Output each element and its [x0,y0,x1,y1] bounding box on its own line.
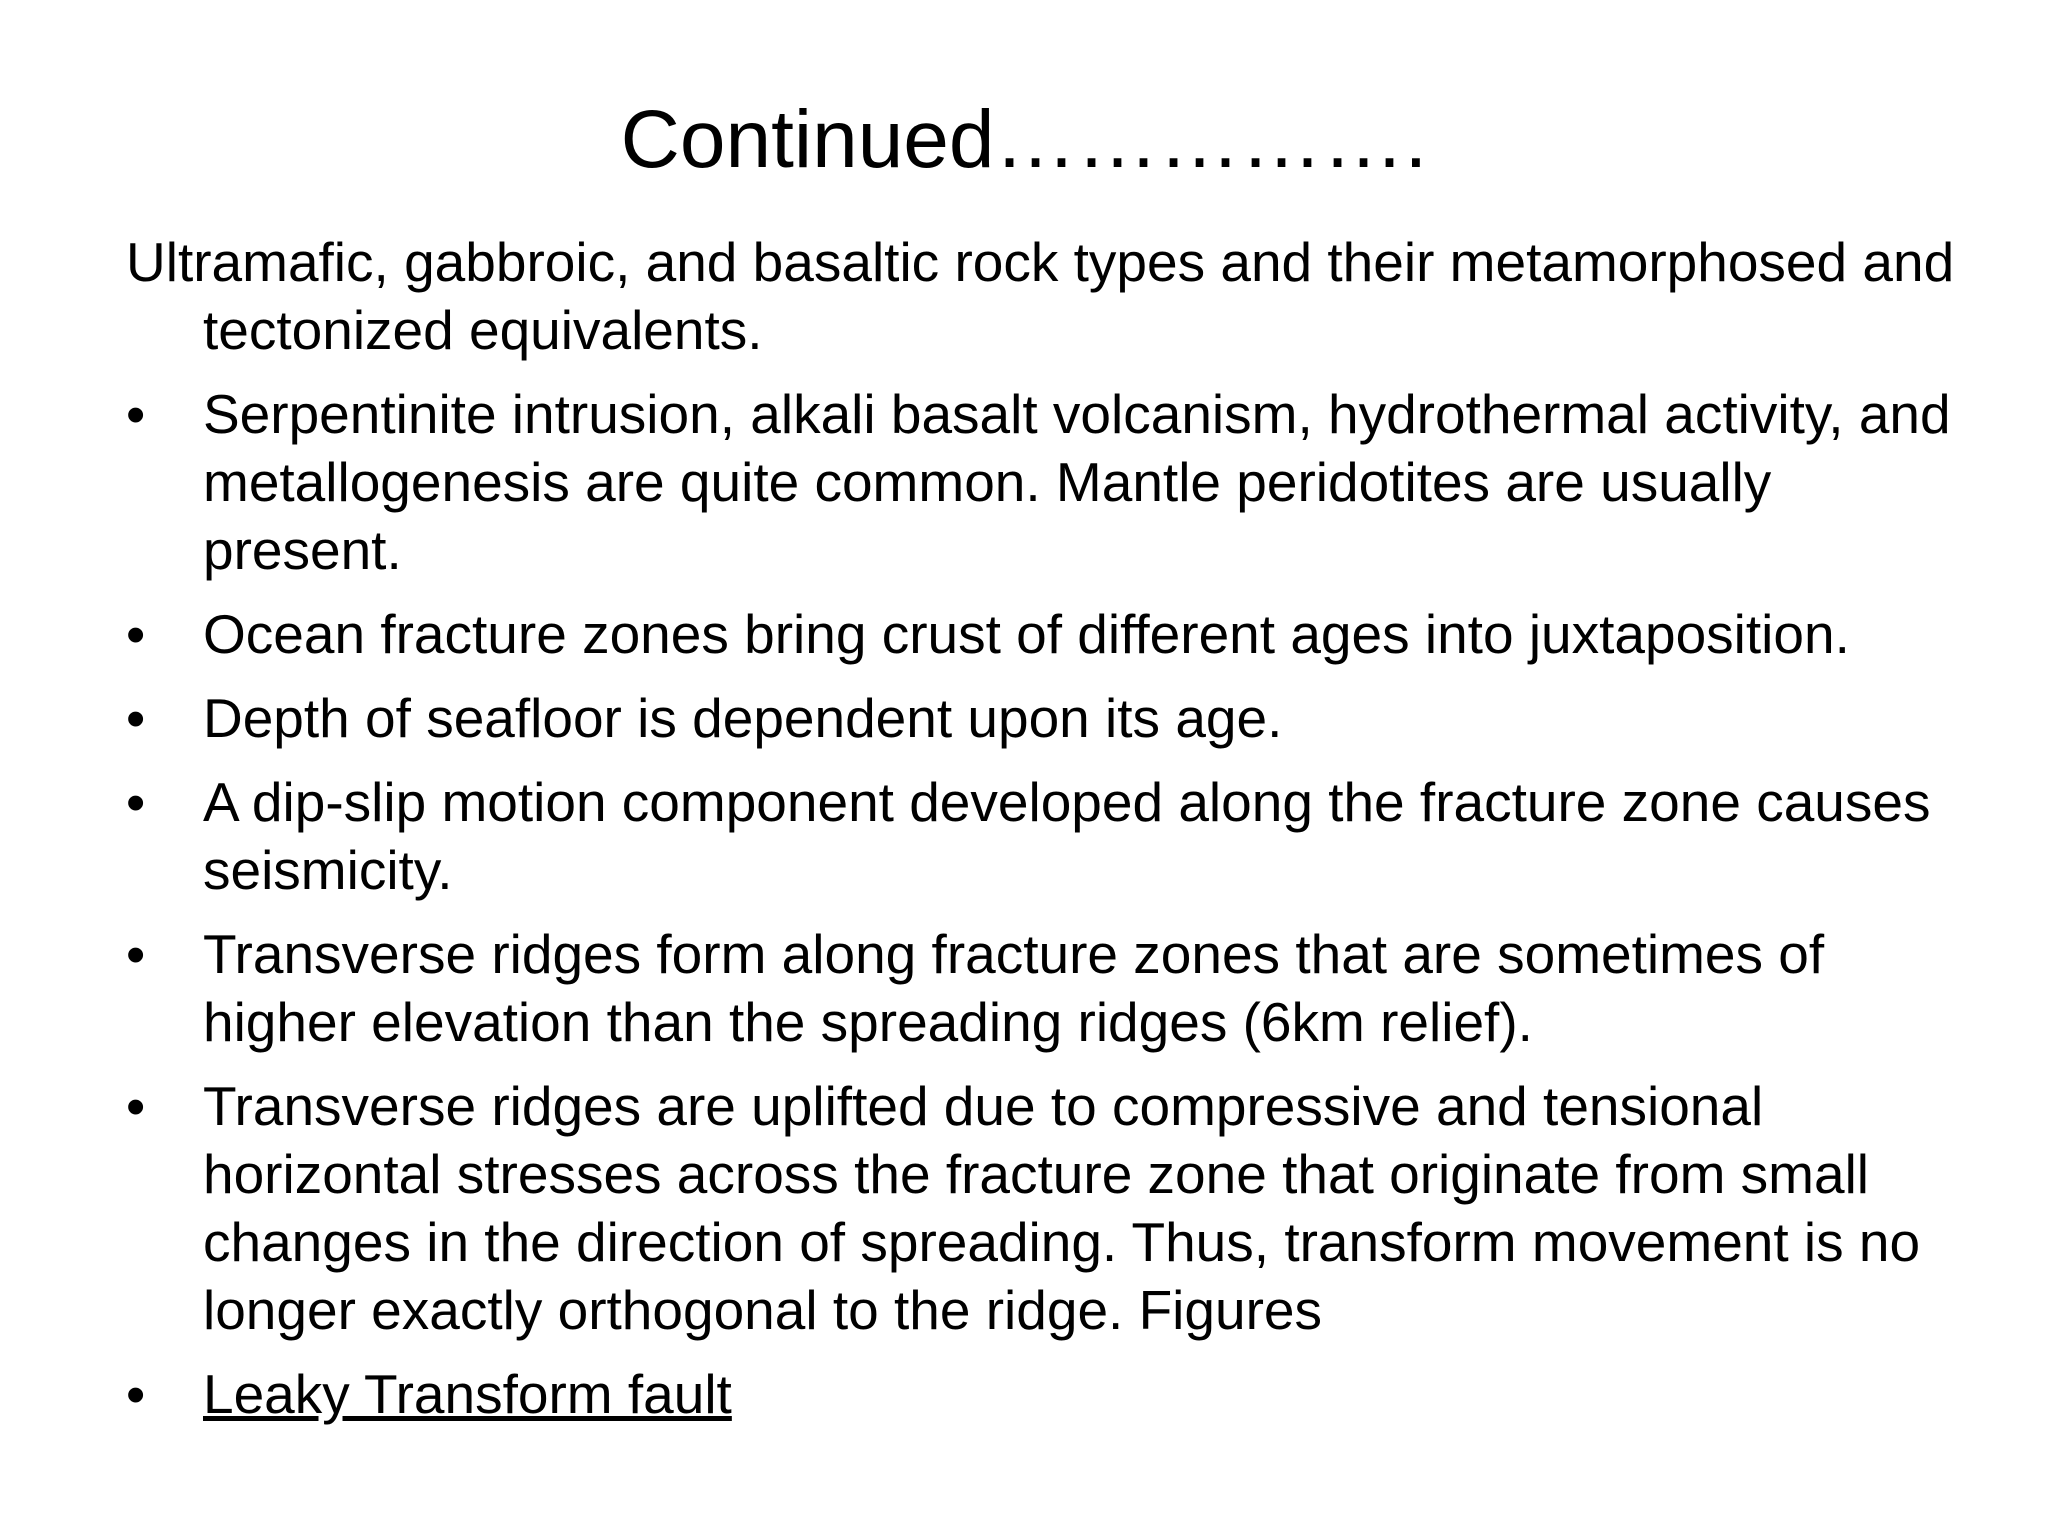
bullet-list [126,380,1956,1428]
bullet-item [126,600,1956,668]
bullet-icon: • [126,687,146,749]
bullet-item [126,768,1956,904]
bullet-icon: • [126,771,146,833]
bullet-text: A dip-slip motion component developed along the fracture zone causes seismicity. [203,771,1931,901]
bullet-icon: • [126,923,146,985]
bullet-text: Transverse ridges form along fracture zones that are sometimes of higher elevation than the spreading ridges (6km relief). [203,923,1825,1053]
slide-title: Continued……………. [620,94,1428,185]
intro-paragraph: Ultramafic, gabbroic, and basaltic rock types and their metamorphosed and tectonized equivalents. [126,231,1955,361]
bullet-item [126,920,1956,1056]
slide-body [126,228,1956,1444]
bullet-text: Depth of seafloor is dependent upon its age. [203,687,1283,749]
bullet-item [126,684,1956,752]
leaky-transform-fault-link[interactable]: Leaky Transform fault [203,1363,732,1425]
bullet-icon: • [126,1075,146,1137]
bullet-icon: • [126,603,146,665]
bullet-item [126,380,1956,584]
bullet-text: Serpentinite intrusion, alkali basalt volcanism, hydrothermal activity, and metallogenesis are quite common. Mantle peridotites are usually present. [203,383,1951,581]
bullet-icon: • [126,383,146,445]
bullet-text: Transverse ridges are uplifted due to compressive and tensional horizontal stresses across the fracture zone that originate from small changes in the direction of spreading. Thus, transform movement is no longer exactly orthogonal to the ridge. Figures [203,1075,1921,1341]
bullet-item [126,1072,1956,1344]
bullet-item-link [126,1360,1956,1428]
bullet-icon: • [126,1363,146,1425]
bullet-text: Ocean fracture zones bring crust of different ages into juxtaposition. [203,603,1850,665]
